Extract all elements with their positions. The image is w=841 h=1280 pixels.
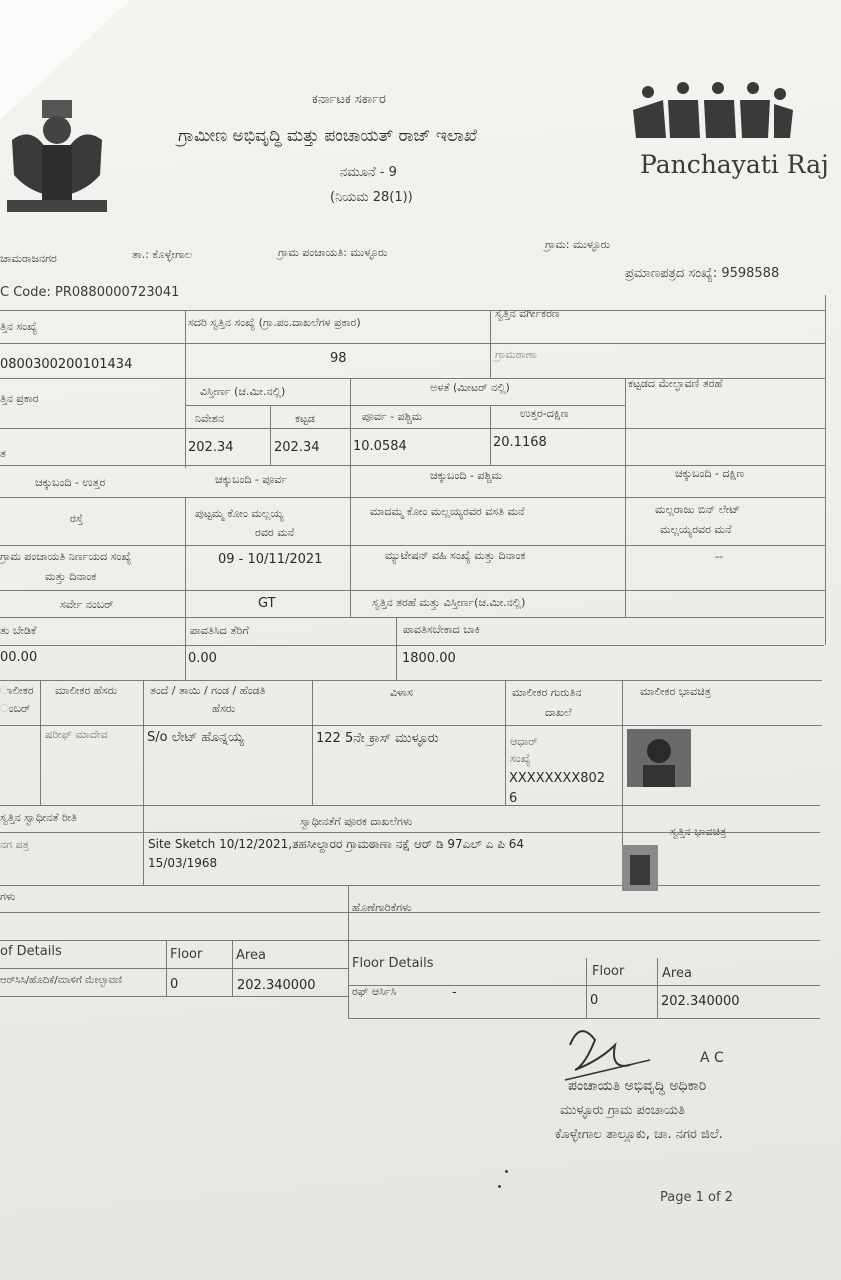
north-south-value: 20.1168 — [493, 435, 547, 450]
grid-line — [0, 310, 826, 311]
right-floor-dash: - — [452, 985, 457, 1000]
right-floor-header: Floor — [592, 964, 625, 979]
possession-docs-value-2: 15/03/1968 — [148, 856, 218, 870]
east-boundary-label: ಚಕ್ಕುಬಂದಿ - ಪೂರ್ವ — [215, 473, 288, 486]
possession-mode-value: ನಗ ಪತ್ರ — [0, 838, 29, 851]
roof-type-label: ಕಟ್ಟಡದ ಮೇಲ್ಛಾವಣಿ ತರಹೆ — [628, 377, 723, 390]
classification-value: ಗ್ರಾಮಠಾಣಾ — [495, 348, 537, 361]
south-boundary-label: ಚಕ್ಕುಬಂದಿ - ದಕ್ಷಿಣ — [675, 467, 745, 480]
grid-line — [0, 590, 826, 591]
grid-line — [348, 885, 349, 1018]
liabilities-label: ಹೊಣೆಗಾರಿಕೆಗಳು — [352, 901, 412, 914]
survey-number-value: 98 — [330, 351, 347, 366]
taluk: ತಾ.: ಕೊಳ್ಳೇಗಾಲ — [132, 248, 193, 261]
grid-line — [490, 310, 491, 378]
owner-name-value: ಷರೀಫ್ ಮಾದೇವ — [45, 728, 108, 741]
grid-line — [185, 617, 186, 680]
north-south-label: ಉತ್ತರ-ದಕ್ಷಿಣ — [520, 407, 569, 420]
grid-line — [0, 465, 826, 466]
resolution-label-2: ಮತ್ತು ದಿನಾಂಕ — [45, 570, 97, 583]
grid-line — [825, 295, 826, 645]
grid-line — [143, 680, 144, 885]
certificate-number: ಪ್ರಮಾಣಪತ್ರದ ಸಂಖ್ಯೆ: 9598588 — [625, 266, 780, 281]
grid-line — [0, 617, 824, 618]
grid-line — [185, 497, 186, 617]
survey-no-value: GT — [258, 596, 276, 611]
grid-line — [350, 378, 351, 618]
grid-line — [348, 1018, 820, 1019]
department-title: ಗ್ರಾಮೀಣ ಅಭಿವೃದ್ಧಿ ಮತ್ತು ಪಂಚಾಯತ್ ರಾಜ್ ಇಲಾಖೆ — [178, 126, 477, 146]
govt-title: ಕರ್ನಾಟಕ ಸರ್ಕಾರ — [312, 92, 386, 107]
grid-line — [0, 940, 820, 941]
property-type-area-label: ಸ್ವತ್ತಿನ ತರಹೆ ಮತ್ತು ವಿಸ್ತೀರ್ಣ(ಚ.ಮೀ.ನಲ್ಲಿ) — [372, 596, 526, 609]
possession-mode-label: ಸ್ವತ್ತಿನ ಸ್ವಾಧೀನತೆ ರೀತಿ — [0, 811, 77, 824]
owner-no-label-1: ಾಲೀಕರ — [0, 684, 34, 697]
owner-id-label-2: ದಾಖಲೆ — [545, 706, 572, 719]
grid-line — [0, 885, 820, 886]
gram-panchayat: ಗ್ರಾಮ ಪಂಚಾಯತಿ: ಮುಳ್ಳೂರು — [278, 246, 388, 259]
south-boundary-value-2: ಮಲ್ಲಯ್ಯರವರ ಮನೆ — [660, 523, 732, 536]
grid-line — [0, 343, 826, 344]
address-label: ವಿಳಾಸ — [390, 686, 413, 699]
grid-line — [312, 680, 313, 805]
property-type-value: ತ — [0, 447, 6, 460]
owner-no-label-2: ಂಬರ್ — [0, 702, 31, 715]
area-label: ವಿಸ್ತೀರ್ಣ (ಚ.ಮೀ.ನಲ್ಲಿ) — [200, 385, 286, 398]
survey-number-label: ಸದರಿ ಸ್ವತ್ತಿನ ಸಂಖ್ಯೆ (ಗ್ರಾ.ಪಂ.ದಾಖಲೆಗಳ ಪ್ರಕಾರ) — [188, 316, 361, 329]
tax-due-value: 1800.00 — [402, 651, 456, 666]
east-west-label: ಪೂರ್ವ - ಪಶ್ಚಿಮ — [362, 410, 423, 423]
grid-line — [625, 378, 626, 618]
grid-line — [586, 958, 587, 1018]
grid-line — [505, 680, 506, 805]
east-boundary-value-1: ಪುಟ್ಟಮ್ಮ ಕೋಂ ಮಲ್ಲಯ್ಯ — [195, 507, 284, 520]
mutation-label: ಮ್ಯುಟೇಷನ್ ವಹಿ ಸಂಖ್ಯೆ ಮತ್ತು ದಿನಾಂಕ — [385, 549, 526, 562]
west-boundary-value: ಮಾದಮ್ಮ ಕೋಂ ಮಲ್ಲಯ್ಯರವರ ವಸತಿ ಮನೆ — [370, 505, 525, 518]
signature-initials: A C — [700, 1050, 724, 1066]
grid-line — [490, 405, 491, 465]
owner-id-label-1: ಮಾಲೀಕರ ಗುರುತಿನ — [512, 686, 582, 699]
classification-label: ಸ್ವತ್ತಿನ ವರ್ಗೀಕರಣ — [495, 307, 560, 320]
ink-dot — [505, 1170, 508, 1173]
officer-address: ಕೊಳ್ಳೇಗಾಲ ತಾಲ್ಲೂಕು, ಚಾ. ನಗರ ಜಿಲೆ. — [555, 1127, 723, 1142]
property-id-label: ತ್ತಿನ ಸಂಖ್ಯೆ — [0, 320, 38, 333]
south-boundary-value-1: ಮಲ್ಲರಾಜು ಬಿನ್ ಲೇಟ್ — [655, 503, 741, 516]
site-area-value: 202.34 — [188, 440, 234, 455]
grid-line — [0, 968, 348, 969]
tax-due-label: ಪಾವತಿಸಬೇಕಾದ ಬಾಕಿ — [403, 623, 480, 636]
property-photo-label: ಸ್ವತ್ತಿನ ಭಾವಚಿತ್ರ — [670, 825, 727, 838]
north-boundary-value: ರಸ್ತೆ — [70, 512, 84, 525]
grid-line — [40, 680, 41, 805]
grid-line — [185, 405, 625, 406]
property-photo — [622, 845, 658, 891]
property-id-value: 0800300200101434 — [0, 357, 133, 372]
west-boundary-label: ಚಕ್ಕುಬಂದಿ - ಪಶ್ಚಿಮ — [430, 469, 503, 482]
village: ಗ್ರಾಮ: ಮುಳ್ಳೂರು — [545, 238, 610, 251]
owner-photo-label: ಮಾಲೀಕರ ಭಾವಚಿತ್ರ — [640, 685, 711, 698]
relation-name-value: S/o ಲೇಟ್ ಹೊನ್ನಯ್ಯ — [147, 730, 244, 745]
measurement-label: ಅಳತೆ (ಮೀಟರ್ ನಲ್ಲಿ) — [430, 381, 510, 394]
grid-line — [0, 645, 824, 646]
grid-line — [0, 680, 822, 681]
east-west-value: 10.0584 — [353, 439, 407, 454]
karnataka-emblem-icon — [2, 95, 112, 220]
tax-paid-value: 0.00 — [188, 651, 217, 666]
grid-line — [0, 428, 826, 429]
rule-number: (ನಿಯಮ 28(1)) — [330, 190, 413, 205]
north-boundary-label: ಚಕ್ಕುಬಂದಿ - ಉತ್ತರ — [35, 476, 106, 489]
grid-line — [0, 545, 826, 546]
grid-line — [0, 805, 820, 806]
grid-line — [348, 985, 820, 986]
floor-details-title: Floor Details — [352, 956, 434, 971]
resolution-label-1: ಗ್ರಾಮ ಪಂಚಾಯತಿ ನಿರ್ಣಯದ ಸಂಖ್ಯೆ — [0, 550, 132, 563]
owner-photo — [627, 729, 691, 787]
ink-dot — [498, 1185, 501, 1188]
district: ಚಾಮರಾಜನಗರ — [0, 252, 57, 265]
east-boundary-value-2: ರವರ ಮನೆ — [255, 526, 295, 539]
owner-id-value-1: ಆಧಾರ್ — [510, 735, 538, 748]
grid-line — [0, 996, 348, 997]
grid-line — [396, 617, 397, 680]
building-area-value: 202.34 — [274, 440, 320, 455]
owner-name-label: ಮಾಲೀಕರ ಹೆಸರು — [55, 684, 118, 697]
address-value: 122 5ನೇ ಕ್ರಾಸ್ ಮುಳ್ಳೂರು — [316, 731, 439, 746]
relation-name-label-2: ಹೆಸರು — [212, 702, 236, 715]
left-area-value: 202.340000 — [237, 978, 316, 993]
officer-designation: ಪಂಚಾಯತಿ ಅಭಿವೃದ್ಧಿ ಅಧಿಕಾರಿ — [568, 1078, 707, 1094]
right-area-header: Area — [662, 966, 692, 981]
page-number: Page 1 of 2 — [660, 1190, 733, 1205]
possession-docs-value-1: Site Sketch 10/12/2021,ತಹಸೀಲ್ದಾರರ ಗ್ರಾಮಠಾಣಾ ನಕ್ಷೆ ಆರ್ ಡಿ 97ಎಲ್ ಎ ಪಿ 64 — [148, 837, 525, 851]
panchayati-raj-text: Panchayati Raj — [640, 150, 829, 179]
tax-paid-label: ಪಾವತಿಸಿದ ತೆರಿಗೆ — [190, 624, 249, 637]
grid-line — [232, 940, 233, 996]
grid-line — [0, 725, 822, 726]
relation-name-label-1: ತಂದೆ / ತಾಯಿ / ಗಂಡ / ಹೆಂಡತಿ — [150, 684, 266, 697]
possession-docs-label: ಸ್ವಾಧೀನತೆಗೆ ಪೂರಕ ದಾಖಲೆಗಳು — [300, 815, 413, 828]
grid-line — [185, 310, 186, 468]
property-code: C Code: PR0880000723041 — [0, 285, 180, 300]
right-floor-type: ರಫ್ ಆರ್ಸಿಸಿ — [352, 985, 397, 998]
left-floor-header: Floor — [170, 947, 203, 962]
site-label: ನಿವೇಶನ — [195, 412, 224, 425]
left-area-header: Area — [236, 948, 266, 963]
right-area-value: 202.340000 — [661, 994, 740, 1009]
left-floor-value: 0 — [170, 977, 179, 992]
panchayati-raj-logo-icon — [628, 80, 793, 144]
right-floor-value: 0 — [590, 993, 599, 1008]
owner-id-value-2: ಸಂಖ್ಯೆ — [510, 752, 531, 765]
mutation-value: -- — [715, 550, 723, 563]
building-label: ಕಟ್ಟಡ — [295, 412, 315, 425]
grid-line — [270, 405, 271, 465]
form-number: ನಮೂನೆ - 9 — [340, 165, 397, 180]
property-type-label: ತ್ತಿನ ಪ್ರಕಾರ — [0, 392, 39, 405]
survey-no-label: ಸರ್ವೇ ನಂಬರ್ — [60, 598, 114, 611]
left-roof-type: ಆರ್‌ಸಿಸಿ/ಹೊದಿಕೆ/ಮಾಳಿಗೆ ಮೇಲ್ಛಾವಣಿ — [0, 975, 123, 986]
grid-line — [0, 497, 826, 498]
rights-label: ಗಳು — [0, 890, 16, 903]
owner-id-value-3: XXXXXXXX802 — [509, 771, 606, 786]
officer-gp: ಮುಳ್ಳೂರು ಗ್ರಾಮ ಪಂಚಾಯತಿ — [560, 1103, 685, 1118]
resolution-value: 09 - 10/11/2021 — [218, 552, 323, 567]
roof-details-title: of Details — [0, 944, 62, 959]
tax-demand-value: 00.00 — [0, 650, 38, 665]
grid-line — [657, 958, 658, 1018]
grid-line — [166, 940, 167, 996]
tax-demand-label: ತು ಬೇಡಿಕೆ — [0, 624, 37, 637]
owner-id-value-4: 6 — [509, 791, 518, 806]
